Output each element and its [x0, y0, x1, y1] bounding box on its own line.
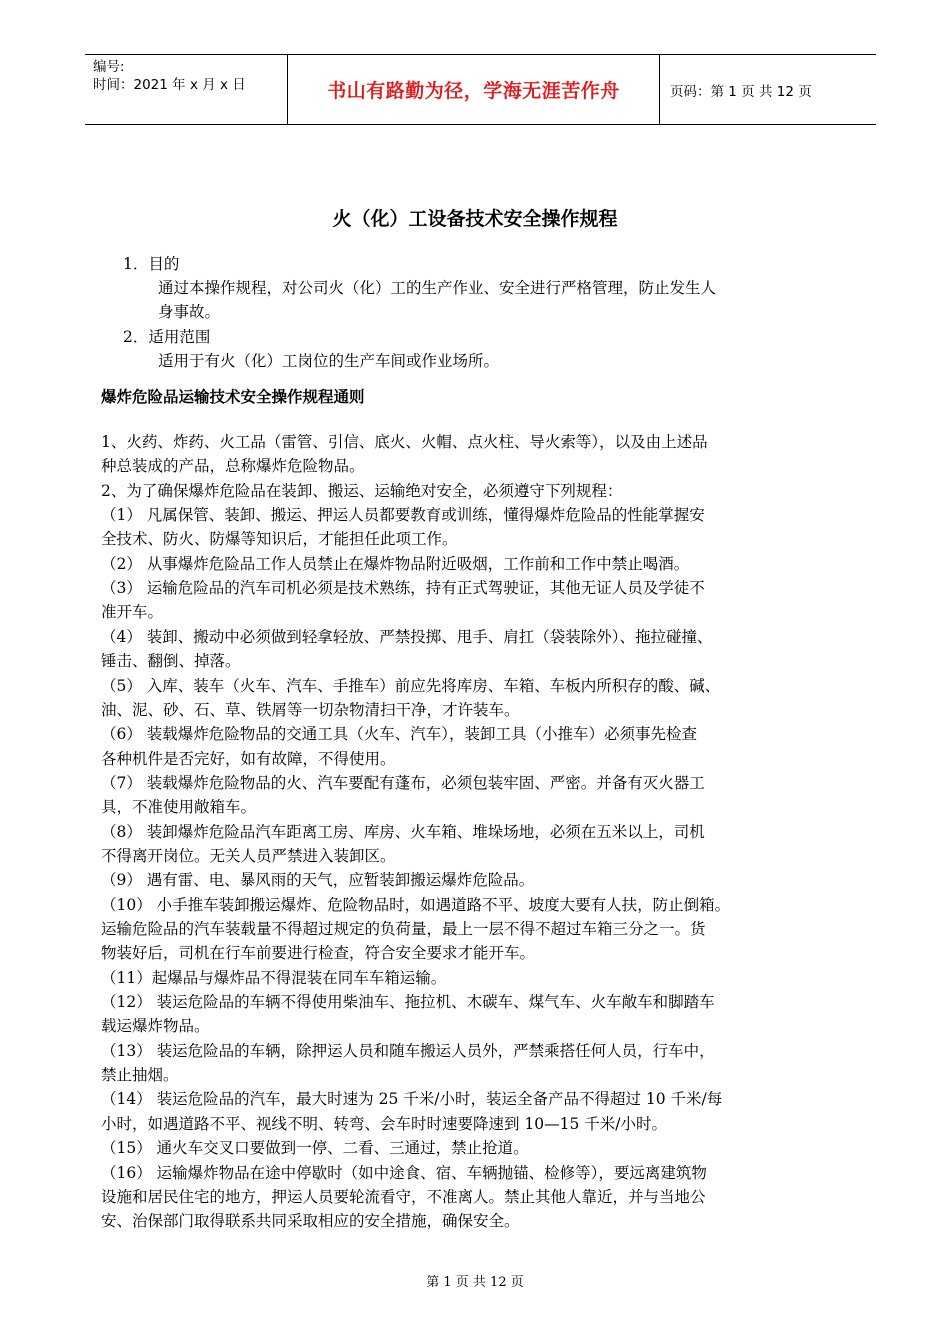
rule-text-line: 具，不准使用敞箱车。	[101, 798, 257, 817]
rule-text-line: 禁止抽烟。	[101, 1066, 179, 1085]
rule-text-line: 不得离开岗位。无关人员严禁进入装卸区。	[101, 846, 396, 865]
rule-text-line: 运输危险品的汽车装载量不得超过规定的负荷量，最上一层不得不超过车箱三分之一。货	[101, 920, 706, 938]
rule-text-line: 油、泥、砂、石、草、铁屑等一切杂物清扫干净，才许装车。	[101, 700, 520, 719]
rule-text-line: 2、为了确保爆炸危险品在装卸、搬运、运输绝对安全，必须遵守下列规程：	[101, 481, 623, 500]
rule-text-line: （15） 通火车交叉口要做到一停、二看、三通过，禁止抢道。	[101, 1139, 529, 1158]
rule-text-line: 各种机件是否完好，如有故障，不得使用。	[101, 749, 396, 768]
rule-text-line: 准开车。	[101, 603, 164, 622]
rule-text-line: 小时，如遇道路不平、视线不明、转弯、会车时时速要降速到 10—15 千米/小时。	[101, 1114, 668, 1133]
rule-text-line: （14） 装运危险品的汽车，最大时速为 25 千米/小时，装运全备产品不得超过 10 千米/每	[101, 1090, 723, 1109]
rule-text-line: 载运爆炸物品。	[101, 1017, 210, 1036]
rule-text-line: 全技术、防火、防爆等知识后，才能担任此项工作。	[101, 530, 458, 549]
rule-text-line: （8） 装卸爆炸危险品汽车距离工房、库房、火车箱、堆垛场地，必须在五米以上，司机	[101, 822, 705, 841]
page-footer: 第 1 页 共 12 页	[426, 1275, 524, 1290]
rule-text-line: 1、火药、炸药、火工品（雷管、引信、底火、火帽、点火柱、导火索等），以及由上述品	[101, 433, 708, 451]
rule-text-line: （3） 运输危险品的汽车司机必须是技术熟练，持有正式驾驶证，其他无证人员及学徒不	[101, 579, 705, 598]
page-header	[85, 54, 876, 125]
rule-text-line: （5） 入库、装车（火车、汽车、手推车）前应先将库房、车箱、车板内所积存的酸、碱、	[101, 676, 721, 695]
rule-text-line: （6） 装载爆炸危险物品的交通工具（火车、汽车），装卸工具（小推车）必须事先检查	[101, 725, 698, 744]
header-slogan: 书山有路勤为径，学海无涯苦作舟	[287, 55, 660, 124]
section-1-heading: 1．目的	[123, 255, 180, 273]
rule-text-line: （12） 装运危险品的车辆不得使用柴油车、拖拉机、木碳车、煤气车、火车敞车和脚踏车	[101, 993, 715, 1012]
section-2-text-line: 适用于有火（化）工岗位的生产车间或作业场所。	[158, 352, 500, 370]
rule-text-line: （10） 小手推车装卸搬运爆炸、危险物品时，如遇道路不平、坡度大要有人扶，防止倒箱。	[101, 895, 731, 914]
rules-heading: 爆炸危险品运输技术安全操作规程通则	[101, 388, 365, 406]
header-meta	[85, 55, 287, 124]
rule-text-line: （13） 装运危险品的车辆，除押运人员和随车搬运人员外，严禁乘搭任何人员，行车中，	[101, 1041, 715, 1060]
rule-text-line: （11）起爆品与爆炸品不得混装在同车车箱运输。	[101, 968, 447, 987]
doc-number-label: 编号:	[93, 59, 125, 75]
rule-text-line: 锤击、翻倒、掉落。	[101, 652, 241, 671]
document-title: 火（化）工设备技术安全操作规程	[332, 208, 618, 230]
rule-text-line: （2） 从事爆炸危险品工作人员禁止在爆炸物品附近吸烟，工作前和工作中禁止喝酒。	[101, 554, 690, 573]
header-page-info: 页码：第 1 页 共 12 页	[670, 83, 812, 100]
rule-text-line: （7） 装载爆炸危险物品的火、汽车要配有蓬布，必须包装牢固、严密。并备有灭火器工	[101, 773, 705, 792]
section-2-heading: 2．适用范围	[123, 328, 211, 346]
doc-date-label: 时间：2021 年 x 月 x 日	[93, 77, 246, 93]
rule-text-line: （9） 遇有雷、电、暴风雨的天气，应暂装卸搬运爆炸危险品。	[101, 871, 535, 890]
rule-text-line: 种总装成的产品，总称爆炸危险物品。	[101, 457, 365, 476]
rule-text-line: 安、治保部门取得联系共同采取相应的安全措施，确保安全。	[101, 1212, 520, 1231]
section-1-text-line: 通过本操作规程，对公司火（化）工的生产作业、安全进行严格管理，防止发生人	[158, 279, 717, 297]
rule-text-line: （16） 运输爆炸物品在途中停歇时（如中途食、宿、车辆抛锚、检修等），要远离建筑物	[101, 1163, 707, 1182]
section-1-text-line: 身事故。	[158, 303, 221, 321]
rule-text-line: （4） 装卸、搬动中必须做到轻拿轻放、严禁投掷、甩手、肩扛（袋装除外）、拖拉碰撞、	[101, 627, 713, 646]
rule-text-line: 设施和居民住宅的地方，押运人员要轮流看守，不准离人。禁止其他人靠近，并与当地公	[101, 1187, 706, 1206]
rule-text-line: （1） 凡属保管、装卸、搬运、押运人员都要教育或训练，懂得爆炸危险品的性能掌握安	[101, 506, 705, 525]
rule-text-line: 物装好后，司机在行车前要进行检查，符合安全要求才能开车。	[101, 944, 536, 963]
